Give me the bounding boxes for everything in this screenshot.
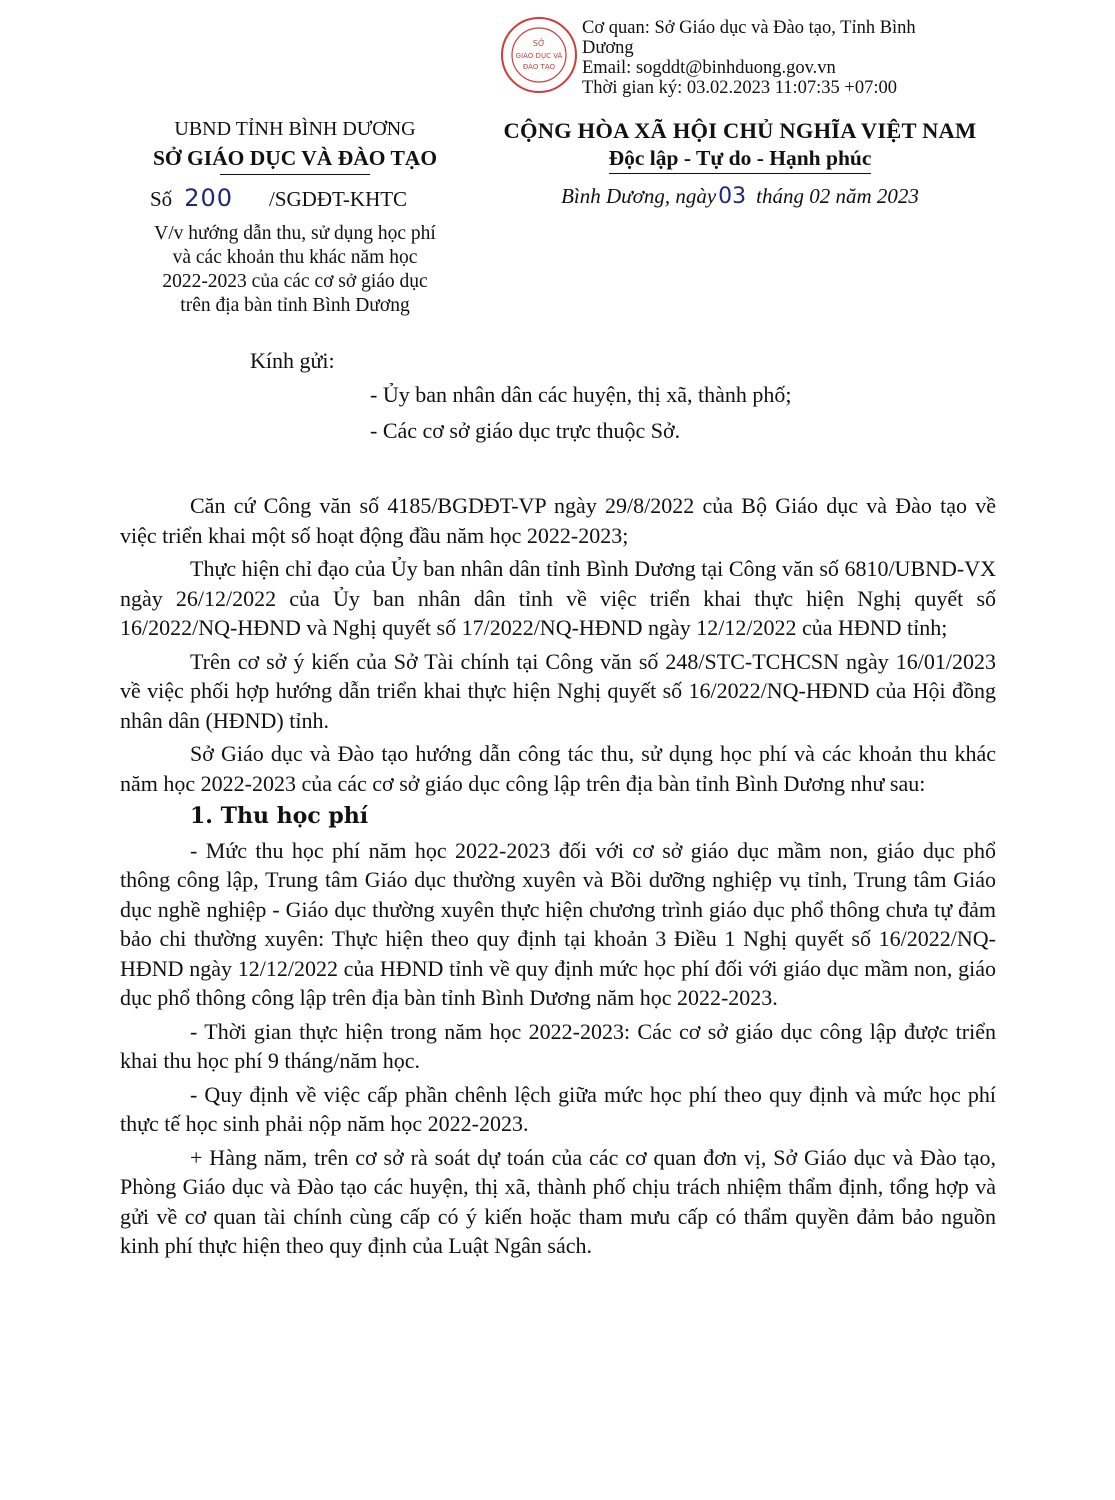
body-paragraph: - Quy định về việc cấp phần chênh lệch giữa mức học phí theo quy định và mức học phí thực tế học sinh phải nộp năm học 2022-2023. xyxy=(120,1081,996,1136)
section-heading: 1. Thu học phí xyxy=(190,803,369,829)
document-number xyxy=(150,184,480,212)
body-paragraph: + Hàng năm, trên cơ sở rà soát dự toán của các cơ quan đơn vị, Sở Giáo dục và Đào tạo, Phòng Giáo dục và Đào tạo các huyện, thị xã, thành phố chịu trách nhiệm thẩm định, tổng hợp và gửi về cơ quan tài chính cùng cấp có ý kiến hoặc tham mưu cấp có thẩm quyền đảm bảo nguồn kinh phí thực hiện theo quy định của Luật Ngân sách. xyxy=(120,1144,996,1258)
national-motto xyxy=(478,146,1002,174)
svg-text:ĐÀO TẠO: ĐÀO TẠO xyxy=(522,63,556,71)
date-day-handwritten: 03 xyxy=(718,184,747,209)
subject-line: trên địa bàn tỉnh Bình Dương xyxy=(180,295,410,316)
issuer-parent: UBND TỈNH BÌNH DƯƠNG xyxy=(174,118,416,140)
recipient-item: - Các cơ sở giáo dục trực thuộc Sở. xyxy=(370,418,681,443)
number-handwritten: 200 xyxy=(184,184,233,212)
national-title: CỘNG HÒA XÃ HỘI CHỦ NGHĨA VIỆT NAM xyxy=(503,118,977,143)
issuer-name-text: SỞ GIÁO DỤC VÀ ĐÀO TẠO xyxy=(152,146,438,170)
signature-line: Cơ quan: Sở Giáo dục và Đào tạo, Tỉnh Bình xyxy=(582,18,916,38)
body-paragraph: Thực hiện chỉ đạo của Ủy ban nhân dân tỉnh Bình Dương tại Công văn số 6810/UBND-VX ngày 26/12/2022 của Ủy ban nhân dân tỉnh về việc triển khai thực hiện Nghị quyết số 16/2022/NQ-HĐND và Nghị quyết số 17/2022/NQ-HĐND ngày 12/12/2022 của HĐND tỉnh; xyxy=(120,556,996,640)
document-subject xyxy=(110,222,480,318)
body-paragraph: Căn cứ Công văn số 4185/BGDĐT-VP ngày 29/8/2022 của Bộ Giáo dục và Đào tạo về việc triển khai một số hoạt động đầu năm học 2022-2023; xyxy=(120,493,996,548)
signature-line: Thời gian ký: 03.02.2023 11:07:35 +07:00 xyxy=(582,78,898,98)
date-prefix: Bình Dương, ngày xyxy=(561,184,717,208)
document-date xyxy=(478,184,1002,209)
body-paragraph: Sở Giáo dục và Đào tạo hướng dẫn công tác thu, sử dụng học phí và các khoản thu khác năm học 2022-2023 của các cơ sở giáo dục công lập trên địa bàn tỉnh Bình Dương như sau: xyxy=(120,741,996,796)
national-motto-text: Độc lập - Tự do - Hạnh phúc xyxy=(609,146,872,174)
issuer-name xyxy=(110,146,480,175)
signature-line: Dương xyxy=(582,38,634,58)
document-body xyxy=(120,491,996,1265)
body-paragraph: - Mức thu học phí năm học 2022-2023 đối với cơ sở giáo dục mầm non, giáo dục phổ thông công lập, Trung tâm Giáo dục thường xuyên và Bồi dưỡng nghiệp vụ tỉnh, Trung tâm Giáo dục nghề nghiệp - Giáo dục thường xuyên thực hiện chương trình giáo dục phổ thông chưa tự đảm bảo chi thường xuyên: Thực hiện theo quy định tại khoản 3 Điều 1 Nghị quyết số 16/2022/NQ-HĐND ngày 12/12/2022 của HĐND tỉnh về quy định mức học phí đối với giáo dục mầm non, giáo dục phổ thông công lập trên địa bàn tỉnh Bình Dương năm học 2022-2023. xyxy=(120,837,996,1010)
date-suffix: tháng 02 năm 2023 xyxy=(756,184,919,208)
number-prefix: Số xyxy=(150,187,173,211)
official-seal-icon xyxy=(500,16,578,94)
subject-line: 2022-2023 của các cơ sở giáo dục xyxy=(162,271,428,292)
divider xyxy=(220,174,370,175)
digital-signature-block xyxy=(582,18,962,98)
subject-line: và các khoản thu khác năm học xyxy=(172,247,418,268)
recipients-label: Kính gửi: xyxy=(250,348,335,373)
recipient-item: - Ủy ban nhân dân các huyện, thị xã, thành phố; xyxy=(370,382,792,407)
body-paragraph: - Thời gian thực hiện trong năm học 2022-2023: Các cơ sở giáo dục công lập được triển khai thu học phí 9 tháng/năm học. xyxy=(120,1018,996,1073)
body-paragraph: Trên cơ sở ý kiến của Sở Tài chính tại Công văn số 248/STC-TCHCSN ngày 16/01/2023 về việc phối hợp hướng dẫn triển khai thực hiện Nghị quyết số 16/2022/NQ-HĐND của Hội đồng nhân dân (HĐND) tỉnh. xyxy=(120,648,996,733)
number-suffix: /SGDĐT-KHTC xyxy=(269,187,408,211)
subject-line: V/v hướng dẫn thu, sử dụng học phí xyxy=(154,223,436,244)
signature-line: Email: sogddt@binhduong.gov.vn xyxy=(582,58,836,78)
svg-text:SỞ: SỞ xyxy=(532,39,546,48)
svg-text:GIÁO DỤC VÀ: GIÁO DỤC VÀ xyxy=(515,52,563,60)
